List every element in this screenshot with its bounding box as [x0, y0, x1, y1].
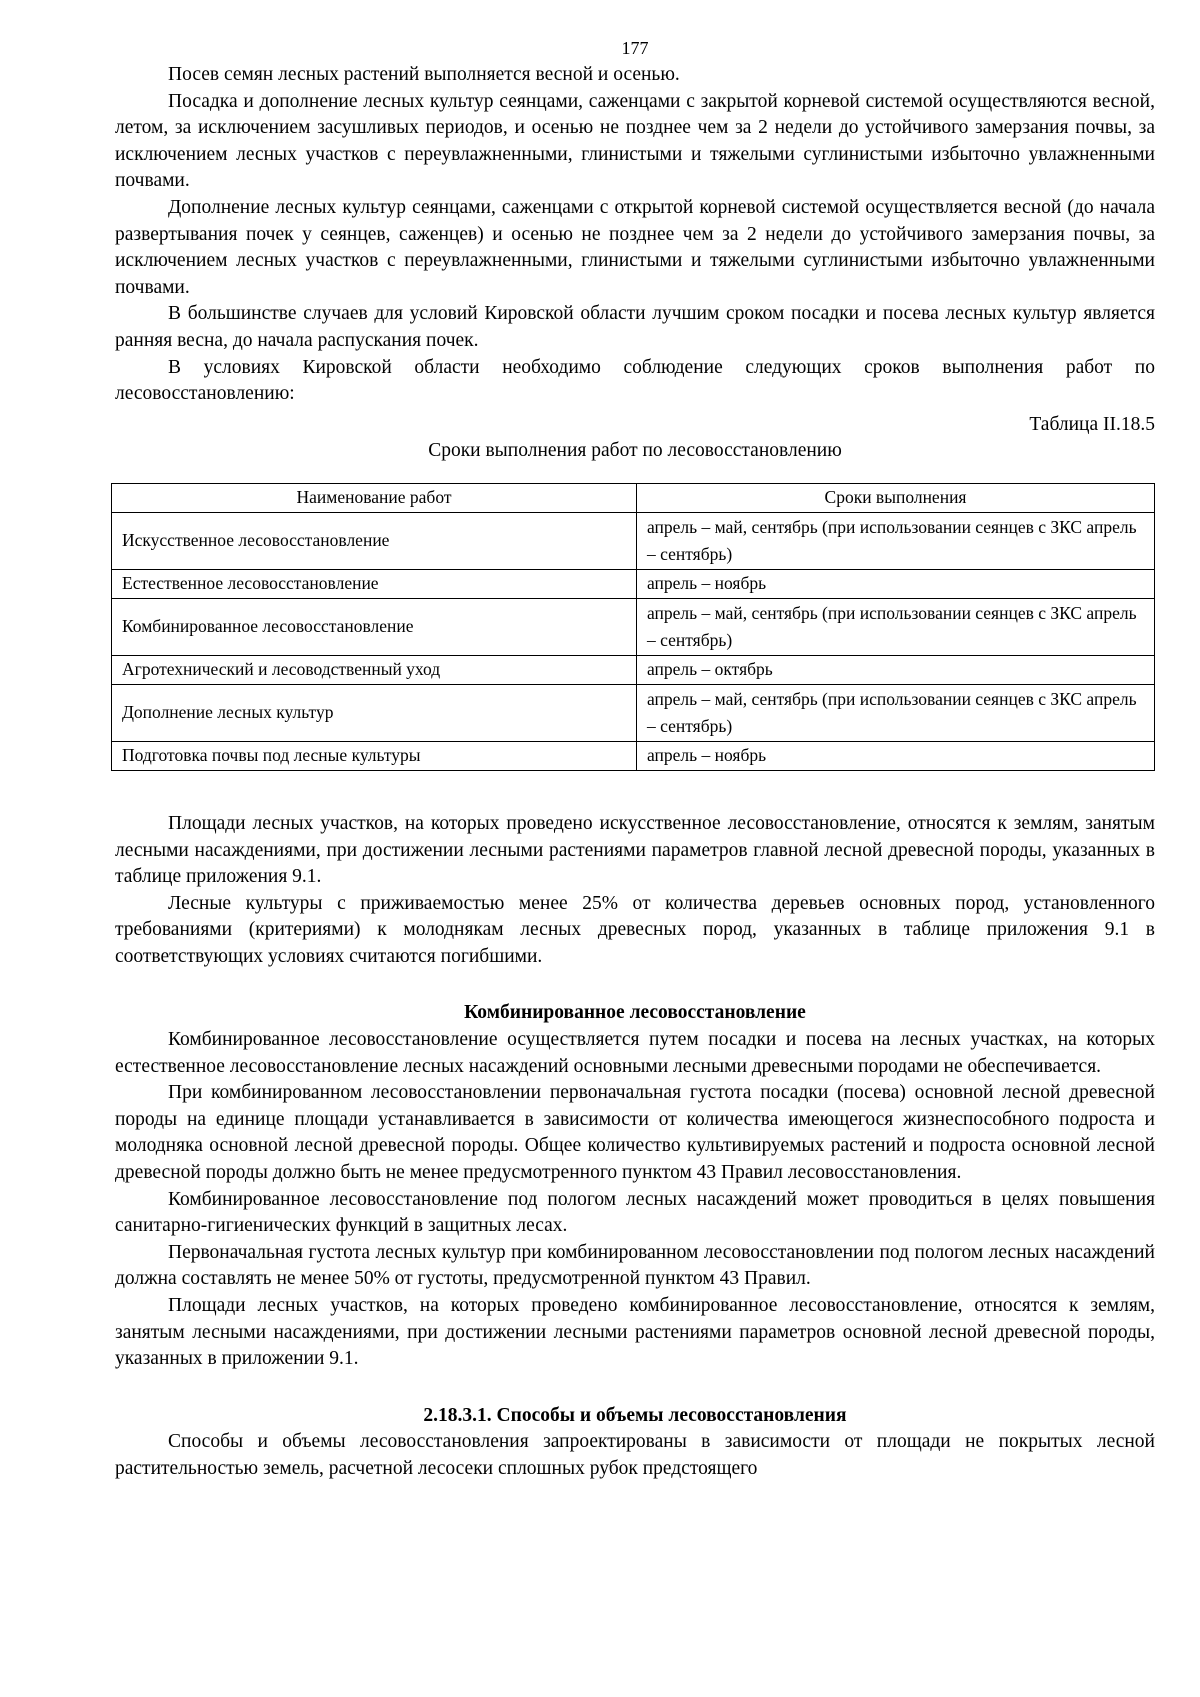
table-cell: апрель – ноябрь [637, 741, 1155, 770]
paragraph: Лесные культуры с приживаемостью менее 25% от количества деревьев основных пород, установленного требованиями (критериями) к молоднякам лесных древесных пород, указанных в таблице приложения 9.1 в соответствующих условиях считаются погибшими. [115, 892, 1155, 967]
paragraph: Первоначальная густота лесных культур при комбинированном лесовосстановлении под пологом лесных насаждений должна составлять не менее 50% от густоты, предусмотренной пунктом 43 Правил. [115, 1241, 1155, 1290]
page-number: 177 [621, 38, 649, 58]
section-heading: Комбинированное лесовосстановление [464, 1002, 806, 1024]
table-cell: апрель – май, сентябрь (при использовании сеянцев с ЗКС апрель – сентябрь) [637, 684, 1155, 741]
table-row [112, 741, 1155, 770]
paragraph: При комбинированном лесовосстановлении первоначальная густота посадки (посева) основной лесной древесной породы на единице площади устанавливается в зависимости от количества имеющегося жизнеспособного подроста и молодняка основной лесной древесной породы. Общее количество культивируемых растений и подроста основной лесной древесной породы должно быть не менее предусмотренного пунктом 43 Правил лесовосстановления. [115, 1082, 1155, 1184]
table-number: Таблица II.18.5 [1029, 413, 1155, 435]
paragraph: Дополнение лесных культур сеянцами, саженцами с открытой корневой системой осуществляется весной (до начала развертывания почек у сеянцев, саженцев) и осенью не позднее чем за 2 недели до устойчивого замерзания почвы, за исключением лесных участков с переувлажненными, глинистыми и тяжелыми суглинистыми избыточно увлажненными почвами. [115, 196, 1155, 298]
table-title: Сроки выполнения работ по лесовосстановлению [428, 440, 842, 462]
section-heading: 2.18.3.1. Способы и объемы лесовосстановления [423, 1404, 847, 1426]
document-page [115, 38, 1155, 1483]
paragraph: Площади лесных участков, на которых проведено искусственное лесовосстановление, относятся к землям, занятым лесными насаждениями, при достижении лесными растениями параметров главной лесной древесной породы, указанных в таблице приложения 9.1. [115, 812, 1155, 888]
table-header-row [112, 483, 1155, 512]
paragraph: Комбинированное лесовосстановление под пологом лесных насаждений может проводиться в целях повышения санитарно-гигиенических функций в защитных лесах. [115, 1188, 1155, 1237]
paragraph: Комбинированное лесовосстановление осуществляется путем посадки и посева на лесных участках, на которых естественное лесовосстановление лесных насаждений основными лесными древесными породами не обеспечивается. [115, 1029, 1155, 1077]
table-cell: Агротехнический и лесоводственный уход [112, 655, 637, 684]
table-cell: апрель – май, сентябрь (при использовании сеянцев с ЗКС апрель – сентябрь) [637, 598, 1155, 655]
table-cell: апрель – ноябрь [637, 569, 1155, 598]
table-row [112, 684, 1155, 741]
table-cell: Естественное лесовосстановление [112, 569, 637, 598]
table-cell: Комбинированное лесовосстановление [112, 598, 637, 655]
paragraph: В большинстве случаев для условий Кировской области лучшим сроком посадки и посева лесных культур является ранняя весна, до начала распускания почек. [115, 303, 1155, 351]
table-header-cell: Сроки выполнения [637, 483, 1155, 512]
table-cell: Дополнение лесных культур [112, 684, 637, 741]
paragraph: Посев семян лесных растений выполняется весной и осенью. [168, 64, 680, 85]
paragraph: Посадка и дополнение лесных культур сеянцами, саженцами с закрытой корневой системой осуществляются весной, летом, за исключением засушливых периодов, и осенью не позднее чем за 2 недели до устойчивого замерзания почвы, за исключением лесных участков с переувлажненными, глинистыми и тяжелыми суглинистыми избыточно увлажненными почвами. [115, 90, 1155, 192]
paragraph: В условиях Кировской области необходимо соблюдение следующих сроков выполнения работ по лесовосстановлению: [115, 356, 1155, 405]
table-row [112, 569, 1155, 598]
table-cell: апрель – октябрь [637, 655, 1155, 684]
table-header-cell: Наименование работ [112, 483, 637, 512]
table-row [112, 655, 1155, 684]
table-row [112, 512, 1155, 569]
schedule-table [111, 483, 1155, 771]
table-row [112, 598, 1155, 655]
table-cell: апрель – май, сентябрь (при использовании сеянцев с ЗКС апрель – сентябрь) [637, 512, 1155, 569]
paragraph: Площади лесных участков, на которых проведено комбинированное лесовосстановление, относятся к землям, занятым лесными насаждениями, при достижении лесными растениями параметров основной лесной древесной породы, указанных в приложении 9.1. [115, 1295, 1155, 1370]
table-cell: Подготовка почвы под лесные культуры [112, 741, 637, 770]
paragraph: Способы и объемы лесовосстановления запроектированы в зависимости от площади не покрытых лесной растительностью земель, расчетной лесосеки сплошных рубок предстоящего [115, 1431, 1155, 1479]
table-cell: Искусственное лесовосстановление [112, 512, 637, 569]
